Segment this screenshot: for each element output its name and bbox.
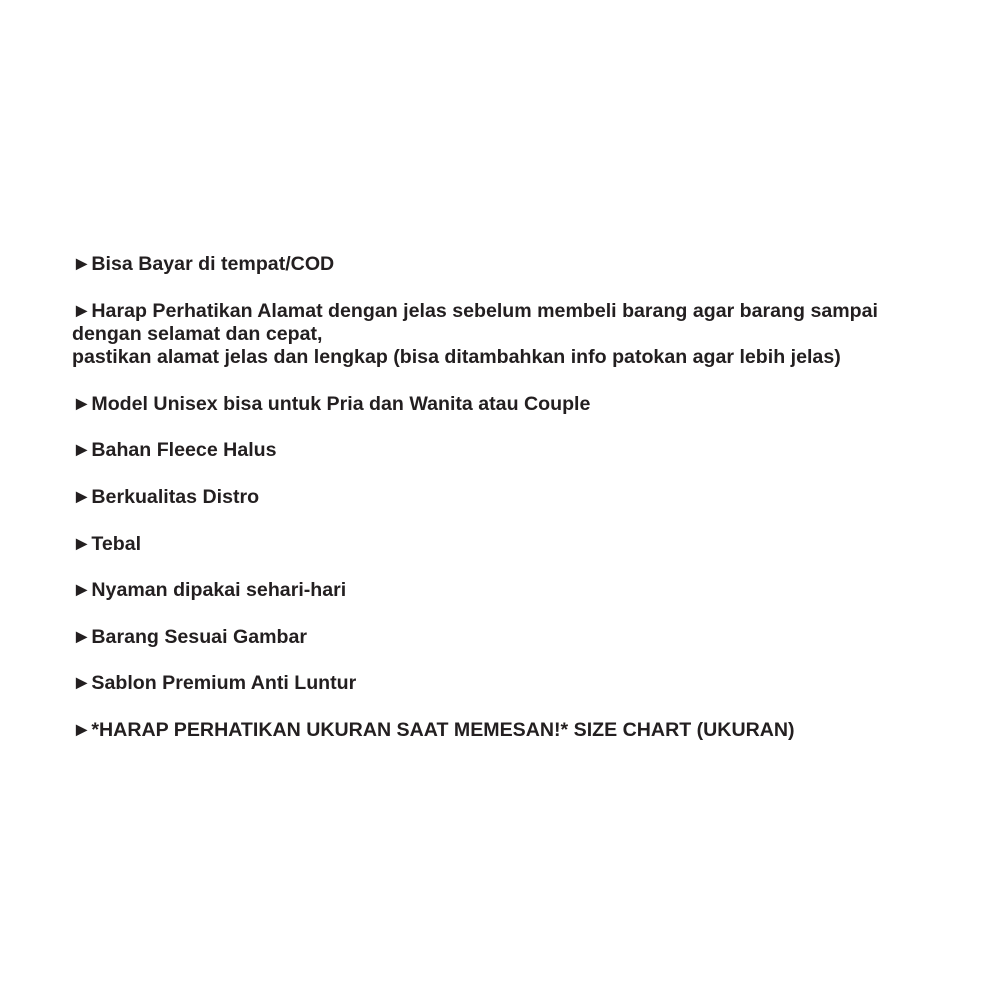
info-line: ►Sablon Premium Anti Luntur	[72, 672, 357, 695]
info-item-material	[72, 439, 952, 462]
info-line: ►Harap Perhatikan Alamat dengan jelas sebelum membeli barang agar barang sampai	[72, 299, 878, 322]
info-line: pastikan alamat jelas dan lengkap (bisa ditambahkan info patokan agar lebih jelas)	[72, 346, 841, 369]
info-line: ►Bisa Bayar di tempat/COD	[72, 253, 335, 275]
info-line: ►*HARAP PERHATIKAN UKURAN SAAT MEMESAN!* SIZE CHART (UKURAN)	[72, 718, 795, 741]
info-item-address	[72, 300, 952, 370]
info-line: ►Bahan Fleece Halus	[72, 439, 277, 462]
info-item-thick	[72, 533, 952, 556]
info-item-print	[72, 672, 952, 695]
info-item-cod	[72, 253, 952, 276]
info-line: ►Nyaman dipakai sehari-hari	[72, 579, 347, 602]
info-line: dengan selamat dan cepat,	[72, 322, 323, 345]
product-info-list	[72, 253, 952, 766]
info-item-comfort	[72, 579, 952, 602]
info-item-as-pictured	[72, 626, 952, 649]
info-line: ►Berkualitas Distro	[72, 485, 260, 508]
info-item-size-chart	[72, 719, 952, 742]
info-item-quality	[72, 486, 952, 509]
info-line: ►Barang Sesuai Gambar	[72, 625, 308, 648]
info-line: ►Model Unisex bisa untuk Pria dan Wanita atau Couple	[72, 392, 591, 415]
info-line: ►Tebal	[72, 532, 142, 555]
info-item-unisex	[72, 393, 952, 416]
